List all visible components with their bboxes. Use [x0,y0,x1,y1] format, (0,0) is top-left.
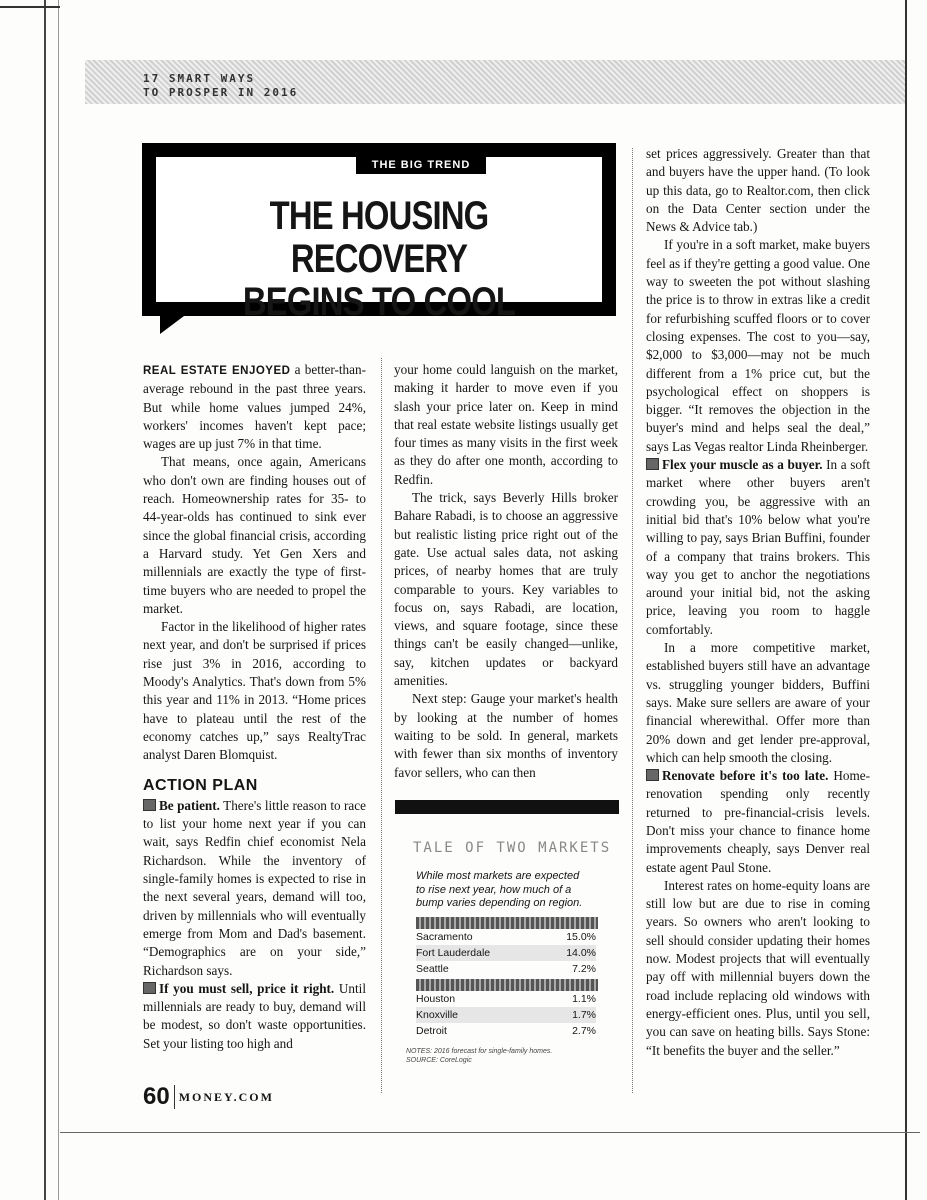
sidebar-notes [406,1047,615,1065]
forecast-value: 1.7% [572,1008,596,1021]
column-rule-1 [381,358,382,1093]
tip-text: There's little reason to race to list your home next year if you can wait, says Redfin chief economist Nela Richardson. While the inventory of single-family homes is expected to rise in the next several years, demand will too, driven by millennials who will eventually emerge from Mom and Dad's basement. “Demographics are on your side,” Richardson says. [143,797,366,978]
headline-line-2: BEGINS TO COOL [242,280,516,324]
forecast-value: 7.2% [572,962,596,975]
city-name: Sacramento [416,930,473,943]
sidebar-intro: While most markets are expected to rise next year, how much of a bump varies depending on region. [416,870,583,909]
page-footer [143,1083,274,1111]
city-name: Knoxville [416,1008,459,1021]
paragraph: That means, once again, Americans who don't own are finding houses out of reach. Homeownership rates for 35- to 44-year-olds has continued to sink ever since the global financial crisis, according a Harvard study. Yet Gen Xers and millennials are exactly the type of first-time buyers who are needed to propel the market. [143,454,366,616]
checkbox-icon [143,799,156,811]
tip-text: In a soft market where other buyers aren't crowding you, be aggressive with an initial bid that's 10% below what you're willing to pay, says Brian Buffini, founder of a company that trains brokers. This way you get to anchor the negotiations around your initial bid, not the asking price, leaving you room to haggle comfortably. [646,457,870,637]
table-row [416,1007,596,1023]
forecast-value: 14.0% [566,946,596,959]
sidebar-tale-of-two-markets [403,840,615,1065]
kicker-line-1: 17 SMART WAYS [143,72,256,85]
paragraph: In a more competitive market, established buyers still have an advantage vs. struggling younger bidders, Buffini says. Make sure sellers are aware of your financial wherewithal. Offer more than 20% down and get lender pre-approval, which can help smooth the closing. [646,640,870,765]
paragraph: your home could languish on the market, making it harder to move even if you slash your price later on. Keep in mind that real estate website listings usually get four times as many visits in the first week as they do after one month, according to Redfin. [394,362,618,487]
table-row [416,1023,596,1039]
tip-paragraph [646,767,870,877]
city-name: Fort Lauderdale [416,946,491,959]
kicker-line-2: TO PROSPER IN 2016 [143,86,299,99]
tip-text: Home-renovation spending only recently returned to pre-financial-crisis levels. Don't miss your chance to finance home improvements cheaply, says Denver real estate agent Paul Stone. [646,768,870,875]
forecast-value: 1.1% [572,992,596,1005]
tip-title: Flex your muscle as a buyer. [662,457,823,473]
sidebar-top-bar [395,800,619,814]
headline-box [142,143,616,324]
headline-title [196,195,562,324]
paragraph-text: a better-than-average rebound in the past three years. But while home values jumped 24%, workers' incomes haven't kept pace; wages are up just 7% in that time. [143,362,366,452]
paragraph: Next step: Gauge your market's health by looking at the number of homes waiting to be sold. In general, markets with fewer than six months of inventory favor sellers, who can then [394,691,618,780]
city-name: Seattle [416,962,449,975]
paragraph: Interest rates on home-equity loans are still low but are due to rise in coming years. So owners who aren't looking to sell should consider updating their homes now. Modest projects that will eventually pay off with millennial buyers down the road include replacing old windows with energy-efficient ones. Plus, until you sell, you can save on heating bills. Says Stone: “It benefits the buyer and the seller.” [646,877,870,1058]
headline-box-tail [160,316,184,334]
checkbox-icon [646,458,659,470]
scan-edge-bottom [60,1132,920,1133]
page-number: 60 [143,1083,170,1110]
scan-edge-top [0,6,60,8]
checkbox-icon [646,769,659,781]
tip-text: Until millennials are ready to buy, demand will be modest, so don't waste opportunities. Set your listing too high and [143,980,367,1051]
headline-line-1: THE HOUSING RECOVERY [269,194,489,281]
paragraph [143,361,366,453]
headline-label: THE BIG TREND [356,157,486,174]
tip-title: Renovate before it's too late. [662,768,829,784]
action-plan-heading: ACTION PLAN [143,776,258,794]
scan-edge-left-inner [58,0,59,1200]
table-row [416,991,596,1007]
paragraph: If you're in a soft market, make buyers feel as if they're getting a good value. One way to sweeten the pot without slashing the price is to throw in extras like a credit for refurbishing scuffed floors or to cover closing expenses. The cost to you—say, $2,000 to $3,000—may not be much different from a 1% price cut, but the psychological effect on shoppers is bigger. “It removes the objection in the buyer's mind and helps seal the deal,” says Las Vegas realtor Linda Rheinberger. [646,237,870,454]
table-row [416,945,596,961]
table-row [416,929,596,945]
column-rule-2 [632,148,633,1093]
forecast-value: 2.7% [572,1024,596,1037]
scan-edge-right [905,0,907,1200]
forecast-value: 15.0% [566,930,596,943]
paragraph: set prices aggressively. Greater than that and buyers have the upper hand. (To look up this data, go to Realtor.com, then click on the Data Center section under the News & Advice tab.) [646,146,870,235]
city-name: Detroit [416,1024,447,1037]
sidebar-title: TALE OF TWO MARKETS [413,840,612,856]
table-group-header [416,979,598,991]
scan-edge-left [44,0,46,1200]
tip-paragraph [143,797,366,980]
lead-in: REAL ESTATE ENJOYED [143,365,291,377]
city-name: Houston [416,992,456,1005]
article-column-2 [394,361,618,782]
tip-paragraph [143,980,366,1053]
tip-title: If you must sell, price it right. [159,980,335,996]
tip-paragraph [646,456,870,639]
footer-divider [174,1085,175,1109]
tip-title: Be patient. [159,797,220,813]
section-kicker [143,72,298,100]
table-row [416,961,596,977]
notes-text: NOTES: 2016 forecast for single-family homes. [406,1047,553,1055]
article-column-1 [143,361,366,1053]
article-column-3 [646,145,870,1060]
source-text: SOURCE: CoreLogic [406,1056,472,1064]
paragraph: The trick, says Beverly Hills broker Bahare Rabadi, is to choose an aggressive but realistic listing price right out of the gate. Use actual sales data, not asking prices, of nearby homes that are truly comparable to yours. Key variables to focus on, says Rabadi, are location, views, and square footage, since these things can't be easily changed—unlike, say, kitchen updates or backyard amenities. [394,490,618,689]
publication-name: MONEY.COM [178,1089,274,1104]
checkbox-icon [143,982,156,994]
table-group-header [416,917,598,929]
paragraph: Factor in the likelihood of higher rates next year, and don't be surprised if prices rise just 3% in 2016, according to Moody's Analytics. That's down from 5% this year and 11% in 2013. “Home prices have to plateau until the rest of the economy catches up,” says RealtyTrac analyst Daren Blomquist. [143,619,366,763]
